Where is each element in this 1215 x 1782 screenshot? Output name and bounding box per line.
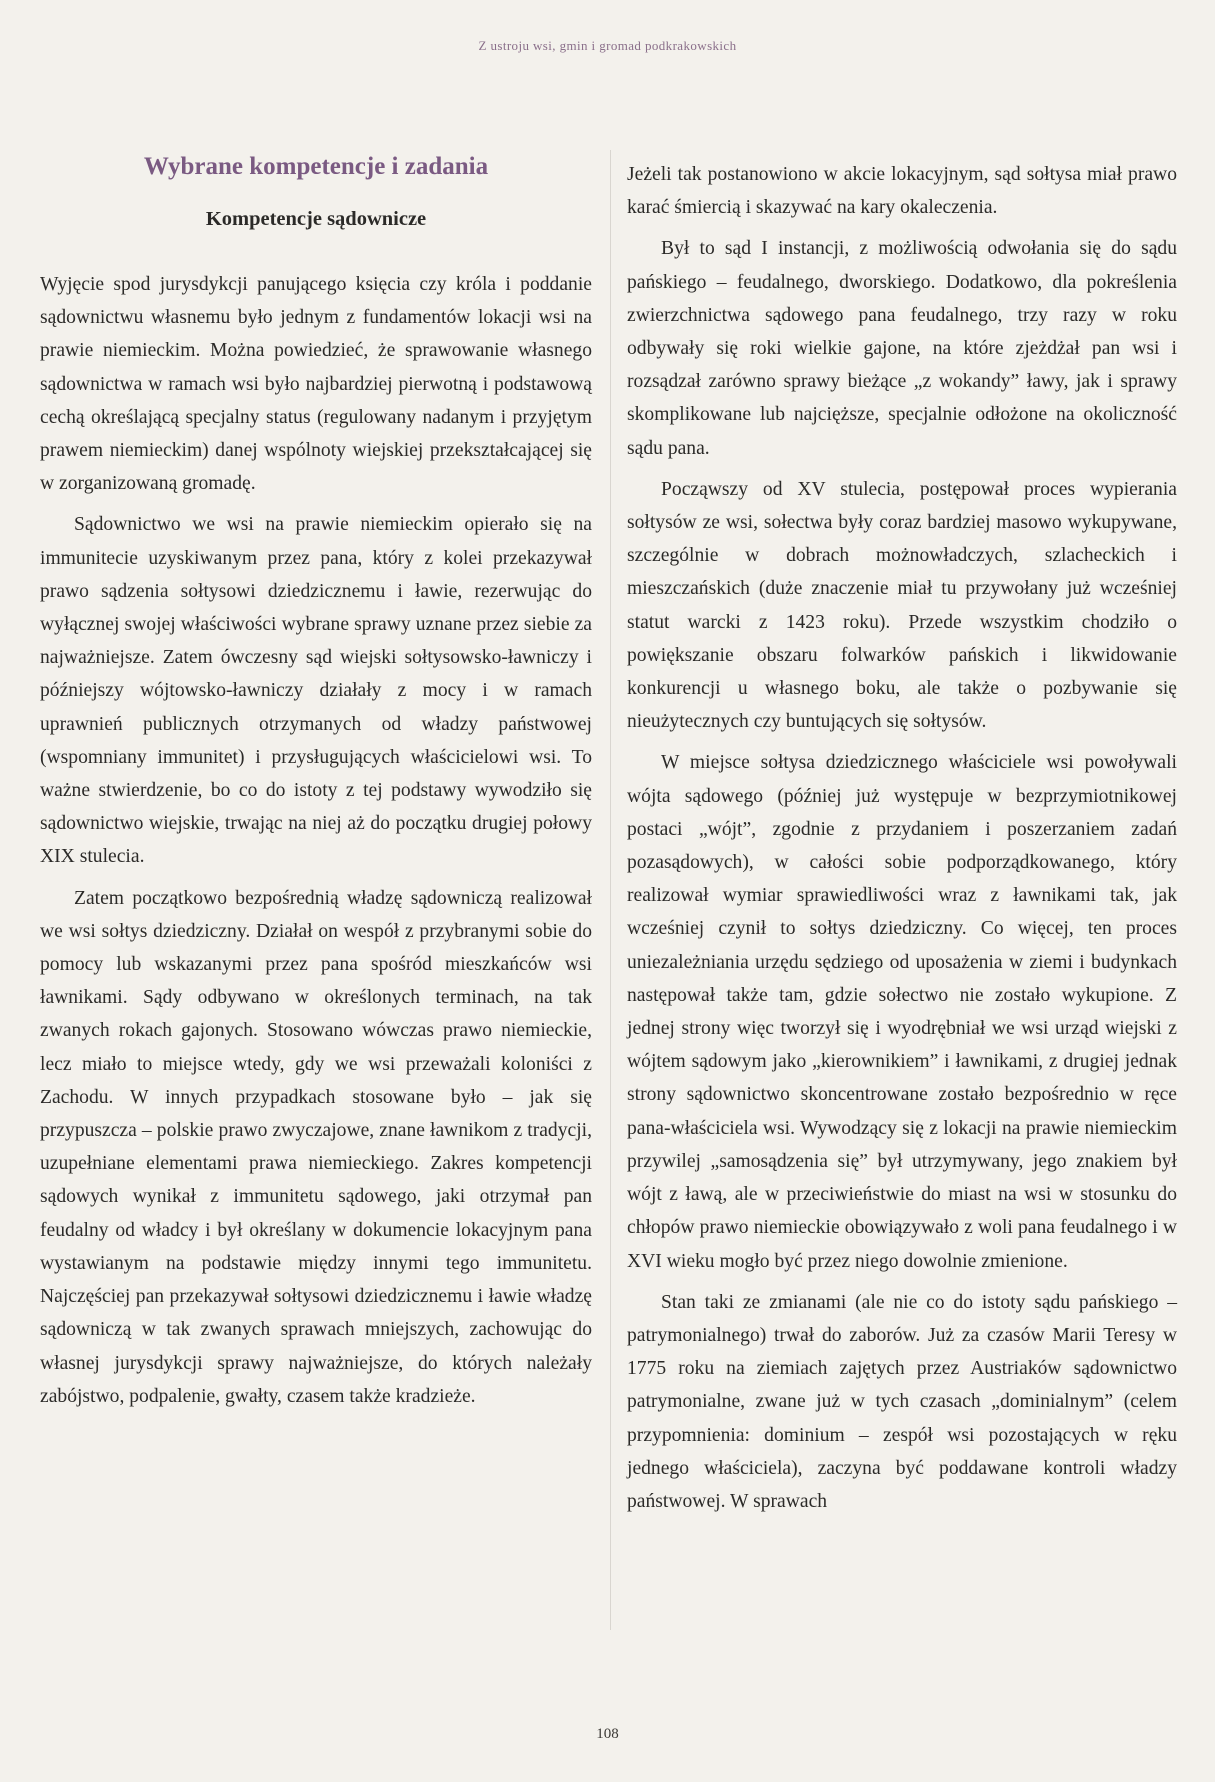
body-paragraph: Wyjęcie spod jurysdykcji panującego księcia czy króla i poddanie sądownictwu własnemu było jednym z fundamentów lokacji wsi na prawie niemieckim. Można powiedzieć, że sprawowanie własnego sądownictwa w ramach wsi było najbardziej pierwotną i podstawową cechą określającą specjalny status (regulowany nadanym i przyjętym prawem niemieckim) danej wspólnoty wiejskiej przekształcającej się w zorganizowaną gromadę. bbox=[40, 274, 592, 495]
right-column bbox=[627, 158, 1177, 1526]
subsection-title: Kompetencje sądownicze bbox=[205, 208, 427, 230]
running-header: Z ustroju wsi, gmin i gromad podkrakowskich bbox=[478, 38, 737, 53]
body-paragraph: Stan taki ze zmianami (ale nie co do istoty sądu pańskiego – patrymonialnego) trwał do zaborów. Już za czasów Marii Teresy w 1775 roku na ziemiach zajętych przez Austriaków sądownictwo patrymonialne, zwane już w tych czasach „dominialnym” (celem przypomnienia: dominium – zespół wsi pozostających w ręku jednego właściciela), zaczyna być poddawane kontroli władzy państwowej. W sprawach bbox=[627, 1291, 1177, 1512]
page-number: 108 bbox=[596, 1726, 619, 1742]
body-paragraph: Począwszy od XV stulecia, postępował proces wypierania sołtysów ze wsi, sołectwa były coraz bardziej masowo wykupywane, szczególnie w dobrach możnowładczych, szlacheckich i mieszczańskich (duże znaczenie miał tu przywołany już wcześniej statut warcki z 1423 roku). Przede wszystkim chodziło o powiększanie obszaru folwarków pańskich i likwidowanie konkurencji u własnego boku, ale także o pozbywanie się nieużytecznych czy buntujących się sołtysów. bbox=[627, 478, 1177, 733]
left-column bbox=[40, 150, 592, 1421]
body-paragraph: Sądownictwo we wsi na prawie niemieckim opierało się na immunitecie uzyskiwanym przez pana, który z kolei przekazywał prawo sądzenia sołtysowi dziedzicznemu i ławie, rezerwując do wyłącznej swojej właściwości wybrane sprawy uznane przez siebie za najważniejsze. Zatem ówczesny sąd wiejski sołtysowsko-ławniczy i późniejszy wójtowsko-ławniczy działały z mocy i w ramach uprawnień publicznych otrzymanych od władzy państwowej (wspomniany immunitet) i przysługujących właścicielowi wsi. To ważne stwierdzenie, bo co do istoty z tej podstawy wywodziło się sądownictwo wiejskie, trwając na niej aż do początku drugiej połowy XIX stulecia. bbox=[40, 514, 592, 868]
body-paragraph: Jeżeli tak postanowiono w akcie lokacyjnym, sąd sołtysa miał prawo karać śmiercią i skazywać na kary okaleczenia. bbox=[627, 164, 1177, 219]
body-paragraph: Zatem początkowo bezpośrednią władzę sądowniczą realizował we wsi sołtys dziedziczny. Działał on wespół z przybranymi sobie do pomocy lub wskazanymi przez pana spośród mieszkańców wsi ławnikami. Sądy odbywano w określonych terminach, na tak zwanych rokach gajonych. Stosowano wówczas prawo niemieckie, lecz miało to miejsce wtedy, gdy we wsi przeważali koloniści z Zachodu. W innych przypadkach stosowane było – jak się przypuszcza – polskie prawo zwyczajowe, znane ławnikom z tradycji, uzupełniane elementami prawa niemieckiego. Zakres kompetencji sądowych wynikał z immunitetu sądowego, jaki otrzymał pan feudalny od władcy i był określany w dokumencie lokacyjnym pana wystawianym na podstawie między innymi tego immunitetu. Najczęściej pan przekazywał sołtysowi dziedzicznemu i ławie władzę sądowniczą w tak zwanych sprawach mniejszych, zachowując do własnej jurysdykcji sprawy najważniejsze, do których należały zabójstwo, podpalenie, gwałty, czasem także kradzieże. bbox=[40, 887, 592, 1407]
section-title: Wybrane kompetencje i zadania bbox=[143, 153, 489, 180]
body-paragraph: Był to sąd I instancji, z możliwością odwołania się do sądu pańskiego – feudalnego, dworskiego. Dodatkowo, dla pokreślenia zwierzchnictwa sądowego pana feudalnego, trzy razy w roku odbywały się roki wielkie gajone, na które zjeżdżał pan wsi i rozsądzał zarówno sprawy bieżące „z wokandy” ławy, jak i sprawy skomplikowane lub najcięższe, specjalnie odłożone na okoliczność sądu pana. bbox=[627, 238, 1177, 459]
body-paragraph: W miejsce sołtysa dziedzicznego właściciele wsi powoływali wójta sądowego (później już występuje w bezprzymiotnikowej postaci „wójt”, zgodnie z przydaniem i poszerzaniem zadań pozasądowych), w całości sobie podporządkowanego, który realizował wymiar sprawiedliwości wraz z ławnikami tak, jak wcześniej czynił to sołtys dziedziczny. Co więcej, ten proces uniezależniania urzędu sędziego od uposażenia w ziemi i budynkach następował także tam, gdzie sołectwo nie zostało wykupione. Z jednej strony więc tworzył się i wyodrębniał we wsi urząd wiejski z wójtem sądowym jako „kierownikiem” i ławnikami, z drugiej jednak strony sądownictwo skoncentrowane zostało bezpośrednio w ręce pana-właściciela wsi. Wywodzący się z lokacji na prawie niemieckim przywilej „samosądzenia się” był utrzymywany, jego znakiem był wójt z ławą, ale w przeciwieństwie do miast na wsi w stosunku do chłopów prawo niemieckie obowiązywało z woli pana feudalnego i w XVI wieku mogło być przez niego dowolnie zmienione. bbox=[627, 752, 1177, 1272]
column-divider bbox=[610, 150, 611, 1630]
